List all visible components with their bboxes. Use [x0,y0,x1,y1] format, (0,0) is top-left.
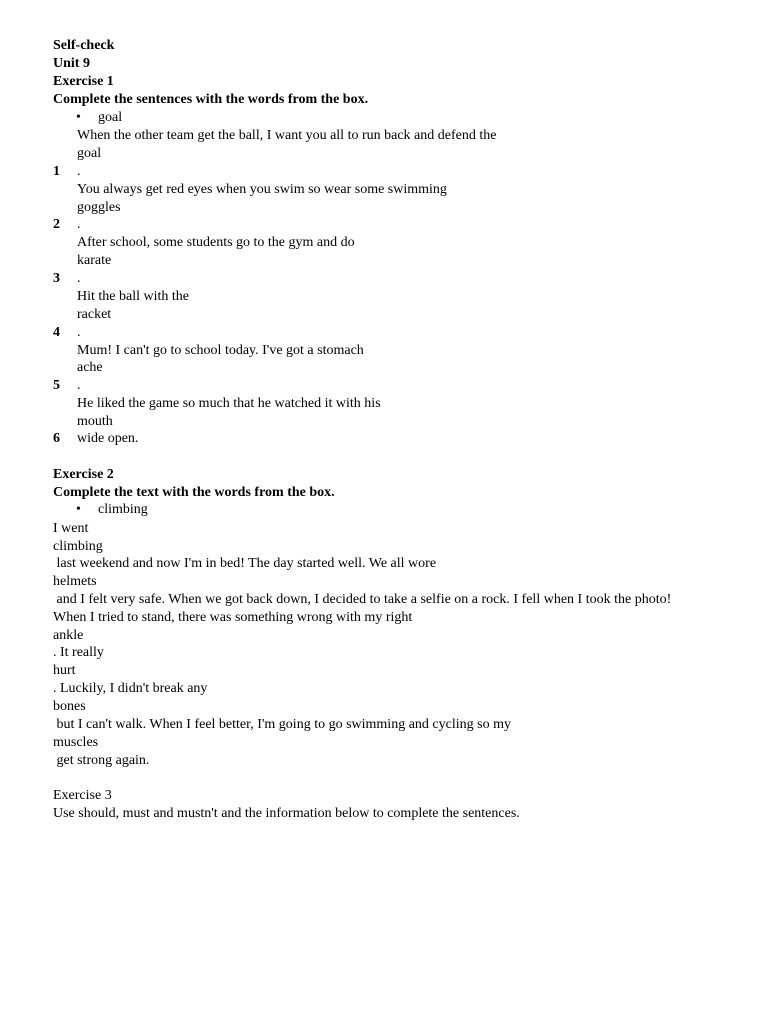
item-trail: . [77,217,81,232]
text-line: get strong again. [53,753,150,768]
item-number: 1 [53,164,60,179]
item-sentence: Mum! I can't go to school today. I've got a stomach [77,343,364,358]
text-line: helmets [53,574,97,589]
text-line: climbing [53,539,103,554]
exercise2-instruction: Complete the text with the words from the box. [53,485,335,500]
item-answer: racket [77,307,112,322]
text-line: and I felt very safe. When we got back down, I decided to take a selfie on a rock. I fell when I took the photo! [53,592,672,607]
exercise1-example-sentence: When the other team get the ball, I want you all to run back and defend the [77,128,497,143]
item-sentence: After school, some students go to the gym and do [77,235,355,250]
text-line: I went [53,521,89,536]
item-answer: karate [77,253,112,268]
exercise2-heading: Exercise 2 [53,467,114,482]
item-number: 5 [53,378,60,393]
item-trail: . [77,271,81,286]
text-line: hurt [53,663,76,678]
exercise1-heading: Exercise 1 [53,74,114,89]
item-trail: wide open. [77,431,139,446]
item-number: 2 [53,217,60,232]
text-line: . Luckily, I didn't break any [53,681,208,696]
exercise2-box-word: climbing [98,502,148,517]
item-number: 3 [53,271,60,286]
document-title: Self-check [53,38,115,53]
exercise1-box-word: goal [98,110,123,125]
exercise1-example-answer: goal [77,146,102,161]
text-line: muscles [53,735,99,750]
exercise1-instruction: Complete the sentences with the words from the box. [53,92,369,107]
unit-label: Unit 9 [53,56,90,71]
item-sentence: You always get red eyes when you swim so wear some swimming [77,182,447,197]
item-number: 4 [53,325,60,340]
item-number: 6 [53,431,60,446]
bullet-icon: • [76,502,81,517]
item-trail: . [77,378,81,393]
text-line: When I tried to stand, there was something wrong with my right [53,610,413,625]
exercise3-heading: Exercise 3 [53,788,112,803]
item-answer: ache [77,360,103,375]
item-sentence: Hit the ball with the [77,289,189,304]
text-line: bones [53,699,86,714]
text-line: ankle [53,628,84,643]
text-line: but I can't walk. When I feel better, I'm going to go swimming and cycling so my [53,717,511,732]
exercise3-instruction: Use should, must and mustn't and the information below to complete the sentences. [53,806,520,821]
item-answer: mouth [77,414,113,429]
bullet-icon: • [76,110,81,125]
item-trail: . [77,325,81,340]
item-trail: . [77,164,81,179]
item-sentence: He liked the game so much that he watched it with his [77,396,381,411]
text-line: last weekend and now I'm in bed! The day started well. We all wore [53,556,437,571]
item-answer: goggles [77,200,121,215]
text-line: . It really [53,645,104,660]
